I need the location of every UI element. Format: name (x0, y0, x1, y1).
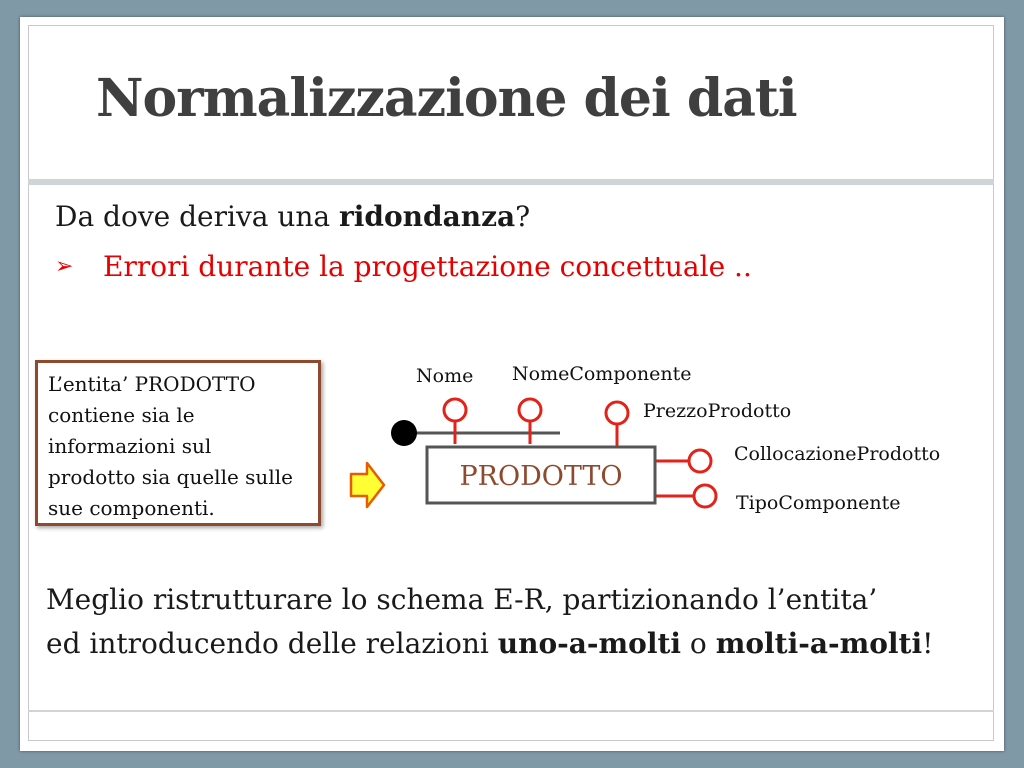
question-suffix: ? (515, 200, 531, 233)
attr-circle-prezzo-prodotto (606, 402, 628, 424)
conclusion-connector: o (681, 627, 716, 660)
attr-circle-collocazione-prodotto (689, 450, 711, 472)
conclusion-prefix: ed introducendo delle relazioni (46, 627, 498, 660)
conclusion-line-1: Meglio ristrutturare lo schema E-R, partizionando l’entita’ (46, 583, 878, 616)
note-line: prodotto sia quelle sulle (48, 465, 293, 489)
right-arrow-icon (351, 463, 384, 507)
arrowhead-bullet-icon: ➢ (55, 254, 74, 279)
question-prefix: Da dove deriva una (55, 200, 340, 233)
note-line: sue componenti. (48, 496, 215, 520)
attr-circle-nome-componente (519, 399, 541, 421)
attr-label-nome-componente: NomeComponente (512, 363, 692, 385)
note-line: L’entita’ PRODOTTO (48, 372, 256, 396)
conclusion-keyword-2: molti-a-molti (715, 627, 923, 660)
conclusion-line-2 (46, 622, 933, 666)
attr-circle-tipo-componente (694, 485, 716, 507)
slide-title: Normalizzazione dei dati (96, 68, 797, 129)
bullet-text: Errori durante la progettazione concettuale .. (103, 250, 752, 283)
note-line: informazioni sul (48, 434, 212, 458)
entity-label: PRODOTTO (459, 461, 623, 492)
attr-label-tipo-componente: TipoComponente (736, 492, 901, 514)
note-line: contiene sia le (48, 403, 195, 427)
attr-circle-nome (444, 399, 466, 421)
attr-label-collocazione-prodotto: CollocazioneProdotto (734, 443, 941, 465)
identifier-dot (391, 420, 417, 446)
conclusion-suffix: ! (922, 627, 934, 660)
conclusion-keyword-1: uno-a-molti (497, 627, 682, 660)
attr-label-prezzo-prodotto: PrezzoProdotto (643, 400, 792, 422)
conclusion-text (46, 578, 933, 666)
attr-label-nome: Nome (416, 365, 474, 387)
question-keyword: ridondanza (339, 200, 516, 233)
